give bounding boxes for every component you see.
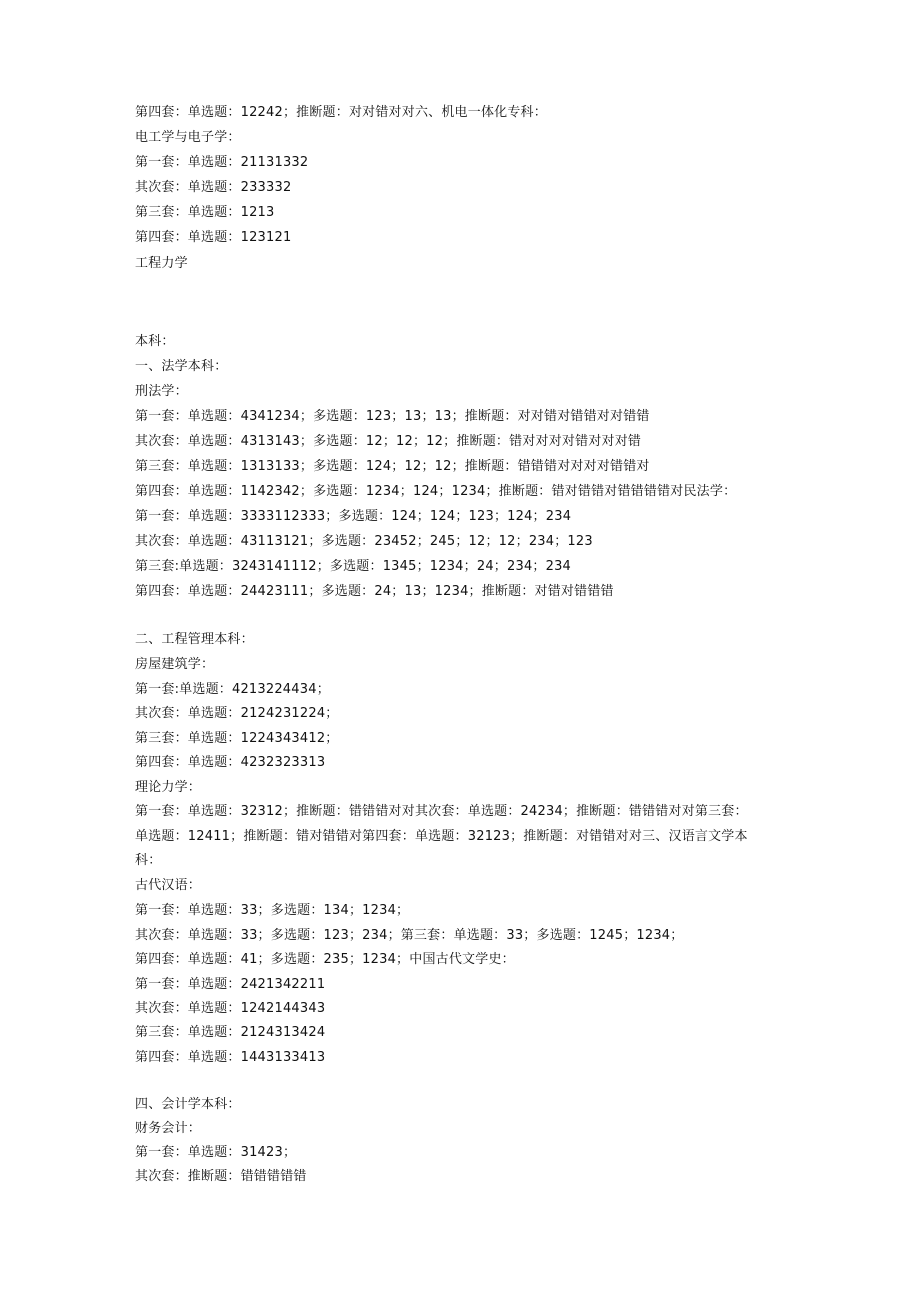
text-line: 第四套：单选题：1443133413 <box>135 1050 326 1065</box>
text-line: 其次套：单选题：33；多选题：123；234；第三套：单选题：33；多选题：1245；1234； <box>135 928 684 943</box>
text-line: 本科： <box>135 334 175 349</box>
text-line: 其次套：单选题：4313143；多选题：12；12；12；推断题：错对对对对错对对对错 <box>135 434 642 449</box>
section-heading: 一、法学本科： <box>135 359 228 374</box>
text-line: 科： <box>135 853 162 868</box>
text-line: 古代汉语： <box>135 878 202 893</box>
text-line: 第三套:单选题：3243141112；多选题：1345；1234；24；234；234 <box>135 559 572 574</box>
text-line: 其次套：单选题：233332 <box>135 180 292 195</box>
text-line: 第一套：单选题：3333112333；多选题：124；124；123；124；234 <box>135 509 572 524</box>
text-line: 工程力学 <box>135 256 188 271</box>
section-heading: 二、工程管理本科： <box>135 632 254 647</box>
text-line: 其次套：推断题：错错错错错 <box>135 1169 307 1184</box>
text-line: 其次套：单选题：43113121；多选题：23452；245；12；12；234；123 <box>135 534 593 549</box>
text-line: 第三套：单选题：1313133；多选题：124；12；12；推断题：错错错对对对对错错对 <box>135 459 650 474</box>
text-line: 第三套：单选题：2124313424 <box>135 1025 326 1040</box>
text-line: 第四套：单选题：41；多选题：235；1234；中国古代文学史： <box>135 952 515 967</box>
text-line: 第一套：单选题：21131332 <box>135 155 309 170</box>
section-heading: 四、会计学本科： <box>135 1097 241 1112</box>
text-line: 电工学与电子学： <box>135 130 241 145</box>
text-line: 房屋建筑学： <box>135 657 215 672</box>
text-line: 第四套：单选题：1142342；多选题：1234；124；1234；推断题：错对错错对错错错错对民法学： <box>135 484 737 499</box>
text-line: 第四套：单选题：123121 <box>135 230 292 245</box>
text-line: 其次套：单选题：1242144343 <box>135 1001 326 1016</box>
text-line: 其次套：单选题：2124231224； <box>135 706 339 721</box>
text-line: 单选题：12411；推断题：错对错错对第四套：单选题：32123；推断题：对错错对对三、汉语言文学本 <box>135 829 748 844</box>
text-line: 第四套：单选题：24423111；多选题：24；13；1234；推断题：对错对错错错 <box>135 584 614 599</box>
text-line: 第三套：单选题：1224343412； <box>135 731 339 746</box>
text-line: 第一套：单选题：32312；推断题：错错错对对其次套：单选题：24234；推断题：错错错对对第三套： <box>135 804 748 819</box>
text-line: 理论力学： <box>135 780 202 795</box>
text-line: 第一套：单选题：2421342211 <box>135 977 326 992</box>
text-line: 财务会计： <box>135 1121 202 1136</box>
text-line: 第一套：单选题：4341234；多选题：123；13；13；推断题：对对错对错错对对错错 <box>135 409 650 424</box>
text-line: 第三套：单选题：1213 <box>135 205 275 220</box>
text-line: 第一套:单选题：4213224434； <box>135 682 330 697</box>
text-line: 第四套：单选题：4232323313 <box>135 755 326 770</box>
text-line: 第一套：单选题：31423； <box>135 1145 297 1160</box>
text-line: 第四套：单选题：12242；推断题：对对错对对六、机电一体化专科： <box>135 105 547 120</box>
text-line: 第一套：单选题：33；多选题：134；1234； <box>135 903 410 918</box>
text-line: 刑法学： <box>135 384 188 399</box>
